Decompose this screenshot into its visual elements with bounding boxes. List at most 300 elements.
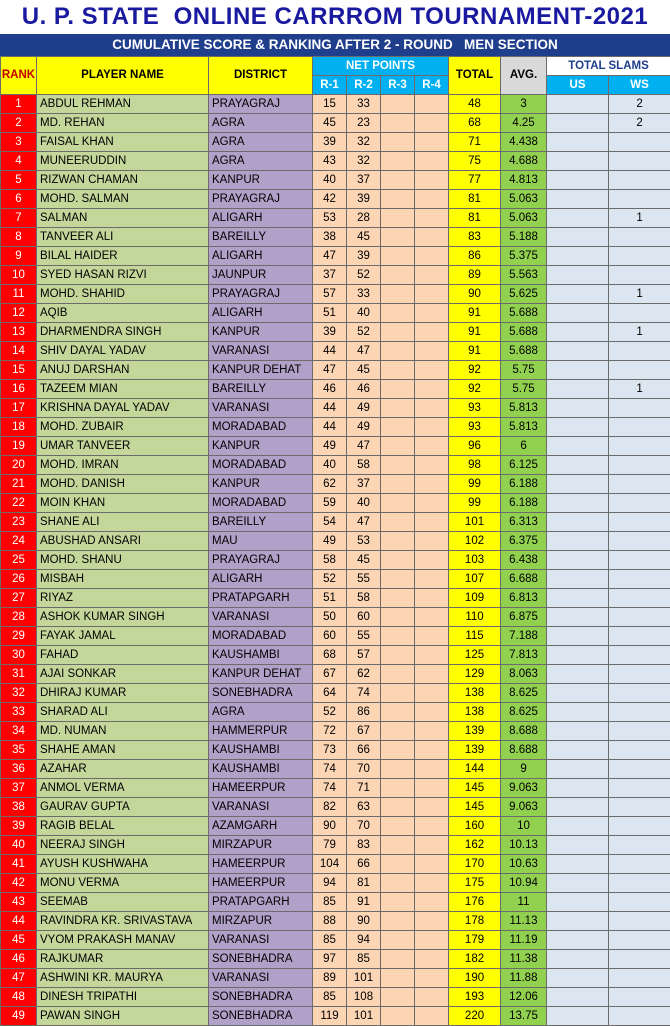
cell-r1[interactable]: 47 — [313, 247, 347, 266]
cell-player-name[interactable]: AYUSH KUSHWAHA — [37, 855, 209, 874]
cell-r4[interactable] — [415, 589, 449, 608]
cell-r4[interactable] — [415, 798, 449, 817]
cell-us[interactable] — [547, 912, 609, 931]
header-player-name[interactable]: PLAYER NAME — [37, 57, 209, 95]
cell-avg[interactable]: 9.063 — [501, 798, 547, 817]
cell-district[interactable]: MORADABAD — [209, 494, 313, 513]
cell-r1[interactable]: 38 — [313, 228, 347, 247]
cell-r3[interactable] — [381, 798, 415, 817]
cell-rank[interactable]: 33 — [1, 703, 37, 722]
cell-player-name[interactable]: MOHD. SHANU — [37, 551, 209, 570]
cell-player-name[interactable]: ANUJ DARSHAN — [37, 361, 209, 380]
cell-r4[interactable] — [415, 646, 449, 665]
cell-rank[interactable]: 36 — [1, 760, 37, 779]
cell-r4[interactable] — [415, 988, 449, 1007]
cell-r2[interactable]: 28 — [347, 209, 381, 228]
cell-r3[interactable] — [381, 817, 415, 836]
cell-total[interactable]: 138 — [449, 703, 501, 722]
cell-district[interactable]: MAU — [209, 532, 313, 551]
cell-r3[interactable] — [381, 722, 415, 741]
cell-r4[interactable] — [415, 399, 449, 418]
cell-total[interactable]: 178 — [449, 912, 501, 931]
cell-total[interactable]: 175 — [449, 874, 501, 893]
cell-us[interactable] — [547, 399, 609, 418]
cell-total[interactable]: 139 — [449, 722, 501, 741]
cell-r4[interactable] — [415, 190, 449, 209]
cell-rank[interactable]: 3 — [1, 133, 37, 152]
cell-rank[interactable]: 47 — [1, 969, 37, 988]
cell-r4[interactable] — [415, 475, 449, 494]
cell-ws[interactable] — [609, 494, 670, 513]
cell-r1[interactable]: 60 — [313, 627, 347, 646]
cell-avg[interactable]: 4.813 — [501, 171, 547, 190]
cell-us[interactable] — [547, 855, 609, 874]
cell-r4[interactable] — [415, 532, 449, 551]
cell-ws[interactable] — [609, 456, 670, 475]
cell-us[interactable] — [547, 798, 609, 817]
cell-us[interactable] — [547, 551, 609, 570]
cell-avg[interactable]: 6.125 — [501, 456, 547, 475]
cell-total[interactable]: 77 — [449, 171, 501, 190]
cell-total[interactable]: 81 — [449, 190, 501, 209]
cell-rank[interactable]: 20 — [1, 456, 37, 475]
cell-r3[interactable] — [381, 893, 415, 912]
cell-r4[interactable] — [415, 855, 449, 874]
cell-r3[interactable] — [381, 190, 415, 209]
header-avg[interactable]: AVG. — [501, 57, 547, 95]
cell-district[interactable]: SONEBHADRA — [209, 950, 313, 969]
cell-rank[interactable]: 2 — [1, 114, 37, 133]
cell-total[interactable]: 145 — [449, 779, 501, 798]
cell-avg[interactable]: 5.063 — [501, 209, 547, 228]
cell-r1[interactable]: 44 — [313, 418, 347, 437]
cell-ws[interactable] — [609, 836, 670, 855]
cell-r4[interactable] — [415, 1007, 449, 1026]
cell-r1[interactable]: 44 — [313, 342, 347, 361]
cell-avg[interactable]: 5.063 — [501, 190, 547, 209]
cell-r4[interactable] — [415, 950, 449, 969]
cell-rank[interactable]: 21 — [1, 475, 37, 494]
cell-r3[interactable] — [381, 931, 415, 950]
cell-district[interactable]: PRAYAGRAJ — [209, 190, 313, 209]
cell-us[interactable] — [547, 969, 609, 988]
cell-avg[interactable]: 10.13 — [501, 836, 547, 855]
cell-r1[interactable]: 90 — [313, 817, 347, 836]
cell-player-name[interactable]: TAZEEM MIAN — [37, 380, 209, 399]
cell-ws[interactable] — [609, 532, 670, 551]
cell-ws[interactable] — [609, 855, 670, 874]
cell-rank[interactable]: 6 — [1, 190, 37, 209]
cell-district[interactable]: VARANASI — [209, 342, 313, 361]
cell-ws[interactable] — [609, 646, 670, 665]
cell-r1[interactable]: 15 — [313, 95, 347, 114]
cell-total[interactable]: 91 — [449, 342, 501, 361]
cell-ws[interactable] — [609, 760, 670, 779]
cell-total[interactable]: 96 — [449, 437, 501, 456]
cell-total[interactable]: 110 — [449, 608, 501, 627]
cell-r4[interactable] — [415, 513, 449, 532]
cell-r1[interactable]: 59 — [313, 494, 347, 513]
cell-player-name[interactable]: UMAR TANVEER — [37, 437, 209, 456]
cell-total[interactable]: 93 — [449, 418, 501, 437]
cell-total[interactable]: 139 — [449, 741, 501, 760]
cell-total[interactable]: 170 — [449, 855, 501, 874]
cell-us[interactable] — [547, 836, 609, 855]
cell-player-name[interactable]: ABDUL REHMAN — [37, 95, 209, 114]
cell-r4[interactable] — [415, 665, 449, 684]
cell-us[interactable] — [547, 931, 609, 950]
cell-r3[interactable] — [381, 342, 415, 361]
cell-r4[interactable] — [415, 437, 449, 456]
cell-player-name[interactable]: DHIRAJ KUMAR — [37, 684, 209, 703]
cell-ws[interactable] — [609, 703, 670, 722]
cell-total[interactable]: 91 — [449, 323, 501, 342]
cell-r4[interactable] — [415, 874, 449, 893]
cell-r4[interactable] — [415, 741, 449, 760]
cell-ws[interactable] — [609, 513, 670, 532]
cell-rank[interactable]: 24 — [1, 532, 37, 551]
cell-us[interactable] — [547, 475, 609, 494]
cell-us[interactable] — [547, 114, 609, 133]
cell-r4[interactable] — [415, 836, 449, 855]
cell-r2[interactable]: 47 — [347, 513, 381, 532]
cell-rank[interactable]: 15 — [1, 361, 37, 380]
cell-ws[interactable]: 1 — [609, 323, 670, 342]
cell-rank[interactable]: 27 — [1, 589, 37, 608]
cell-r3[interactable] — [381, 209, 415, 228]
cell-r2[interactable]: 85 — [347, 950, 381, 969]
cell-total[interactable]: 102 — [449, 532, 501, 551]
cell-rank[interactable]: 22 — [1, 494, 37, 513]
cell-r4[interactable] — [415, 228, 449, 247]
cell-rank[interactable]: 12 — [1, 304, 37, 323]
cell-r2[interactable]: 83 — [347, 836, 381, 855]
cell-ws[interactable] — [609, 950, 670, 969]
cell-r2[interactable]: 71 — [347, 779, 381, 798]
cell-district[interactable]: VARANASI — [209, 969, 313, 988]
cell-ws[interactable] — [609, 361, 670, 380]
cell-us[interactable] — [547, 950, 609, 969]
cell-r1[interactable]: 50 — [313, 608, 347, 627]
cell-ws[interactable] — [609, 912, 670, 931]
cell-ws[interactable] — [609, 665, 670, 684]
cell-total[interactable]: 190 — [449, 969, 501, 988]
cell-district[interactable]: KANPUR — [209, 323, 313, 342]
header-ws[interactable]: WS — [609, 76, 670, 95]
cell-r1[interactable]: 37 — [313, 266, 347, 285]
cell-r4[interactable] — [415, 760, 449, 779]
cell-total[interactable]: 109 — [449, 589, 501, 608]
cell-r1[interactable]: 42 — [313, 190, 347, 209]
cell-r4[interactable] — [415, 361, 449, 380]
cell-district[interactable]: KAUSHAMBI — [209, 760, 313, 779]
cell-us[interactable] — [547, 874, 609, 893]
cell-ws[interactable] — [609, 418, 670, 437]
cell-total[interactable]: 162 — [449, 836, 501, 855]
cell-ws[interactable] — [609, 874, 670, 893]
cell-r3[interactable] — [381, 114, 415, 133]
cell-r3[interactable] — [381, 285, 415, 304]
cell-r3[interactable] — [381, 665, 415, 684]
cell-r4[interactable] — [415, 912, 449, 931]
cell-total[interactable]: 99 — [449, 494, 501, 513]
cell-r2[interactable]: 37 — [347, 171, 381, 190]
cell-us[interactable] — [547, 152, 609, 171]
cell-rank[interactable]: 8 — [1, 228, 37, 247]
cell-r1[interactable]: 72 — [313, 722, 347, 741]
cell-avg[interactable]: 11.19 — [501, 931, 547, 950]
cell-r1[interactable]: 39 — [313, 133, 347, 152]
cell-r1[interactable]: 94 — [313, 874, 347, 893]
cell-avg[interactable]: 7.188 — [501, 627, 547, 646]
cell-player-name[interactable]: SHIV DAYAL YADAV — [37, 342, 209, 361]
cell-r1[interactable]: 58 — [313, 551, 347, 570]
cell-us[interactable] — [547, 532, 609, 551]
cell-r2[interactable]: 62 — [347, 665, 381, 684]
cell-us[interactable] — [547, 437, 609, 456]
cell-rank[interactable]: 40 — [1, 836, 37, 855]
cell-r2[interactable]: 101 — [347, 1007, 381, 1026]
cell-district[interactable]: MIRZAPUR — [209, 836, 313, 855]
cell-us[interactable] — [547, 988, 609, 1007]
cell-r2[interactable]: 49 — [347, 418, 381, 437]
cell-r1[interactable]: 85 — [313, 931, 347, 950]
cell-ws[interactable] — [609, 171, 670, 190]
cell-total[interactable]: 101 — [449, 513, 501, 532]
cell-player-name[interactable]: MISBAH — [37, 570, 209, 589]
cell-r4[interactable] — [415, 931, 449, 950]
cell-avg[interactable]: 6 — [501, 437, 547, 456]
cell-r1[interactable]: 51 — [313, 589, 347, 608]
cell-r2[interactable]: 45 — [347, 361, 381, 380]
cell-total[interactable]: 99 — [449, 475, 501, 494]
cell-r2[interactable]: 58 — [347, 456, 381, 475]
cell-r2[interactable]: 33 — [347, 285, 381, 304]
header-net-points[interactable]: NET POINTS — [313, 57, 449, 76]
cell-r2[interactable]: 55 — [347, 627, 381, 646]
cell-district[interactable]: VARANASI — [209, 931, 313, 950]
cell-ws[interactable] — [609, 817, 670, 836]
cell-player-name[interactable]: PAWAN SINGH — [37, 1007, 209, 1026]
header-district[interactable]: DISTRICT — [209, 57, 313, 95]
cell-r1[interactable]: 57 — [313, 285, 347, 304]
cell-ws[interactable] — [609, 570, 670, 589]
cell-district[interactable]: KANPUR DEHAT — [209, 665, 313, 684]
cell-r1[interactable]: 62 — [313, 475, 347, 494]
cell-r2[interactable]: 91 — [347, 893, 381, 912]
cell-r3[interactable] — [381, 228, 415, 247]
cell-district[interactable]: PRAYAGRAJ — [209, 285, 313, 304]
cell-r3[interactable] — [381, 95, 415, 114]
cell-avg[interactable]: 11 — [501, 893, 547, 912]
cell-ws[interactable] — [609, 741, 670, 760]
cell-district[interactable]: KANPUR — [209, 437, 313, 456]
cell-r2[interactable]: 53 — [347, 532, 381, 551]
cell-r4[interactable] — [415, 969, 449, 988]
cell-player-name[interactable]: GAURAV GUPTA — [37, 798, 209, 817]
cell-district[interactable]: AZAMGARH — [209, 817, 313, 836]
cell-ws[interactable] — [609, 722, 670, 741]
cell-rank[interactable]: 7 — [1, 209, 37, 228]
cell-r1[interactable]: 44 — [313, 399, 347, 418]
cell-r4[interactable] — [415, 627, 449, 646]
cell-r1[interactable]: 47 — [313, 361, 347, 380]
cell-player-name[interactable]: MOHD. SALMAN — [37, 190, 209, 209]
cell-ws[interactable] — [609, 152, 670, 171]
cell-r2[interactable]: 67 — [347, 722, 381, 741]
cell-us[interactable] — [547, 684, 609, 703]
cell-us[interactable] — [547, 323, 609, 342]
cell-r2[interactable]: 47 — [347, 342, 381, 361]
cell-avg[interactable]: 11.13 — [501, 912, 547, 931]
cell-r4[interactable] — [415, 304, 449, 323]
cell-r3[interactable] — [381, 475, 415, 494]
cell-avg[interactable]: 4.688 — [501, 152, 547, 171]
cell-r2[interactable]: 32 — [347, 152, 381, 171]
cell-avg[interactable]: 5.688 — [501, 304, 547, 323]
cell-rank[interactable]: 25 — [1, 551, 37, 570]
cell-district[interactable]: SONEBHADRA — [209, 1007, 313, 1026]
cell-total[interactable]: 92 — [449, 380, 501, 399]
cell-r1[interactable]: 74 — [313, 760, 347, 779]
cell-us[interactable] — [547, 589, 609, 608]
cell-us[interactable] — [547, 361, 609, 380]
cell-r3[interactable] — [381, 551, 415, 570]
cell-ws[interactable] — [609, 228, 670, 247]
cell-us[interactable] — [547, 418, 609, 437]
cell-r1[interactable]: 40 — [313, 171, 347, 190]
cell-r3[interactable] — [381, 646, 415, 665]
cell-district[interactable]: KANPUR — [209, 475, 313, 494]
cell-district[interactable]: BAREILLY — [209, 513, 313, 532]
cell-r2[interactable]: 70 — [347, 760, 381, 779]
cell-r1[interactable]: 74 — [313, 779, 347, 798]
cell-us[interactable] — [547, 228, 609, 247]
cell-r2[interactable]: 66 — [347, 855, 381, 874]
cell-district[interactable]: SONEBHADRA — [209, 684, 313, 703]
cell-player-name[interactable]: DHARMENDRA SINGH — [37, 323, 209, 342]
cell-r1[interactable]: 73 — [313, 741, 347, 760]
cell-rank[interactable]: 37 — [1, 779, 37, 798]
cell-r2[interactable]: 86 — [347, 703, 381, 722]
cell-r3[interactable] — [381, 361, 415, 380]
cell-r1[interactable]: 97 — [313, 950, 347, 969]
cell-r3[interactable] — [381, 494, 415, 513]
cell-total[interactable]: 83 — [449, 228, 501, 247]
cell-avg[interactable]: 6.375 — [501, 532, 547, 551]
cell-r4[interactable] — [415, 114, 449, 133]
cell-avg[interactable]: 8.063 — [501, 665, 547, 684]
cell-district[interactable]: JAUNPUR — [209, 266, 313, 285]
cell-total[interactable]: 75 — [449, 152, 501, 171]
cell-r3[interactable] — [381, 247, 415, 266]
cell-player-name[interactable]: SYED HASAN RIZVI — [37, 266, 209, 285]
cell-player-name[interactable]: BILAL HAIDER — [37, 247, 209, 266]
cell-r1[interactable]: 51 — [313, 304, 347, 323]
cell-ws[interactable] — [609, 988, 670, 1007]
cell-us[interactable] — [547, 247, 609, 266]
cell-ws[interactable]: 1 — [609, 209, 670, 228]
cell-r4[interactable] — [415, 133, 449, 152]
cell-us[interactable] — [547, 665, 609, 684]
cell-r2[interactable]: 45 — [347, 551, 381, 570]
cell-r1[interactable]: 49 — [313, 532, 347, 551]
cell-rank[interactable]: 19 — [1, 437, 37, 456]
cell-district[interactable]: PRAYAGRAJ — [209, 551, 313, 570]
cell-r2[interactable]: 32 — [347, 133, 381, 152]
cell-total[interactable]: 115 — [449, 627, 501, 646]
cell-r3[interactable] — [381, 836, 415, 855]
cell-avg[interactable]: 5.563 — [501, 266, 547, 285]
cell-ws[interactable] — [609, 608, 670, 627]
cell-r3[interactable] — [381, 133, 415, 152]
cell-r1[interactable]: 53 — [313, 209, 347, 228]
cell-ws[interactable] — [609, 684, 670, 703]
cell-r1[interactable]: 39 — [313, 323, 347, 342]
cell-total[interactable]: 98 — [449, 456, 501, 475]
cell-rank[interactable]: 5 — [1, 171, 37, 190]
cell-ws[interactable] — [609, 190, 670, 209]
header-rank[interactable]: RANK — [1, 57, 37, 95]
cell-ws[interactable] — [609, 266, 670, 285]
cell-total[interactable]: 71 — [449, 133, 501, 152]
cell-r1[interactable]: 43 — [313, 152, 347, 171]
cell-r4[interactable] — [415, 209, 449, 228]
cell-avg[interactable]: 8.625 — [501, 684, 547, 703]
cell-total[interactable]: 138 — [449, 684, 501, 703]
cell-r3[interactable] — [381, 380, 415, 399]
cell-r3[interactable] — [381, 513, 415, 532]
cell-player-name[interactable]: SHAHE AMAN — [37, 741, 209, 760]
cell-ws[interactable] — [609, 399, 670, 418]
cell-district[interactable]: ALIGARH — [209, 304, 313, 323]
cell-rank[interactable]: 26 — [1, 570, 37, 589]
cell-district[interactable]: MORADABAD — [209, 456, 313, 475]
cell-rank[interactable]: 42 — [1, 874, 37, 893]
cell-district[interactable]: AGRA — [209, 152, 313, 171]
cell-r2[interactable]: 49 — [347, 399, 381, 418]
cell-r1[interactable]: 54 — [313, 513, 347, 532]
cell-player-name[interactable]: MUNEERUDDIN — [37, 152, 209, 171]
cell-avg[interactable]: 5.813 — [501, 418, 547, 437]
cell-district[interactable]: HAMEERPUR — [209, 874, 313, 893]
cell-r1[interactable]: 49 — [313, 437, 347, 456]
cell-r1[interactable]: 82 — [313, 798, 347, 817]
cell-ws[interactable]: 2 — [609, 95, 670, 114]
cell-avg[interactable]: 5.688 — [501, 342, 547, 361]
cell-r3[interactable] — [381, 399, 415, 418]
cell-r2[interactable]: 108 — [347, 988, 381, 1007]
cell-us[interactable] — [547, 817, 609, 836]
cell-player-name[interactable]: AZAHAR — [37, 760, 209, 779]
cell-player-name[interactable]: VYOM PRAKASH MANAV — [37, 931, 209, 950]
cell-r3[interactable] — [381, 855, 415, 874]
cell-r3[interactable] — [381, 741, 415, 760]
cell-player-name[interactable]: ASHWINI KR. MAURYA — [37, 969, 209, 988]
cell-us[interactable] — [547, 570, 609, 589]
cell-us[interactable] — [547, 494, 609, 513]
cell-avg[interactable]: 5.688 — [501, 323, 547, 342]
cell-avg[interactable]: 6.188 — [501, 494, 547, 513]
cell-r3[interactable] — [381, 608, 415, 627]
cell-r4[interactable] — [415, 285, 449, 304]
cell-rank[interactable]: 30 — [1, 646, 37, 665]
cell-player-name[interactable]: RIZWAN CHAMAN — [37, 171, 209, 190]
cell-total[interactable]: 220 — [449, 1007, 501, 1026]
cell-ws[interactable]: 1 — [609, 285, 670, 304]
cell-avg[interactable]: 9 — [501, 760, 547, 779]
cell-ws[interactable] — [609, 342, 670, 361]
